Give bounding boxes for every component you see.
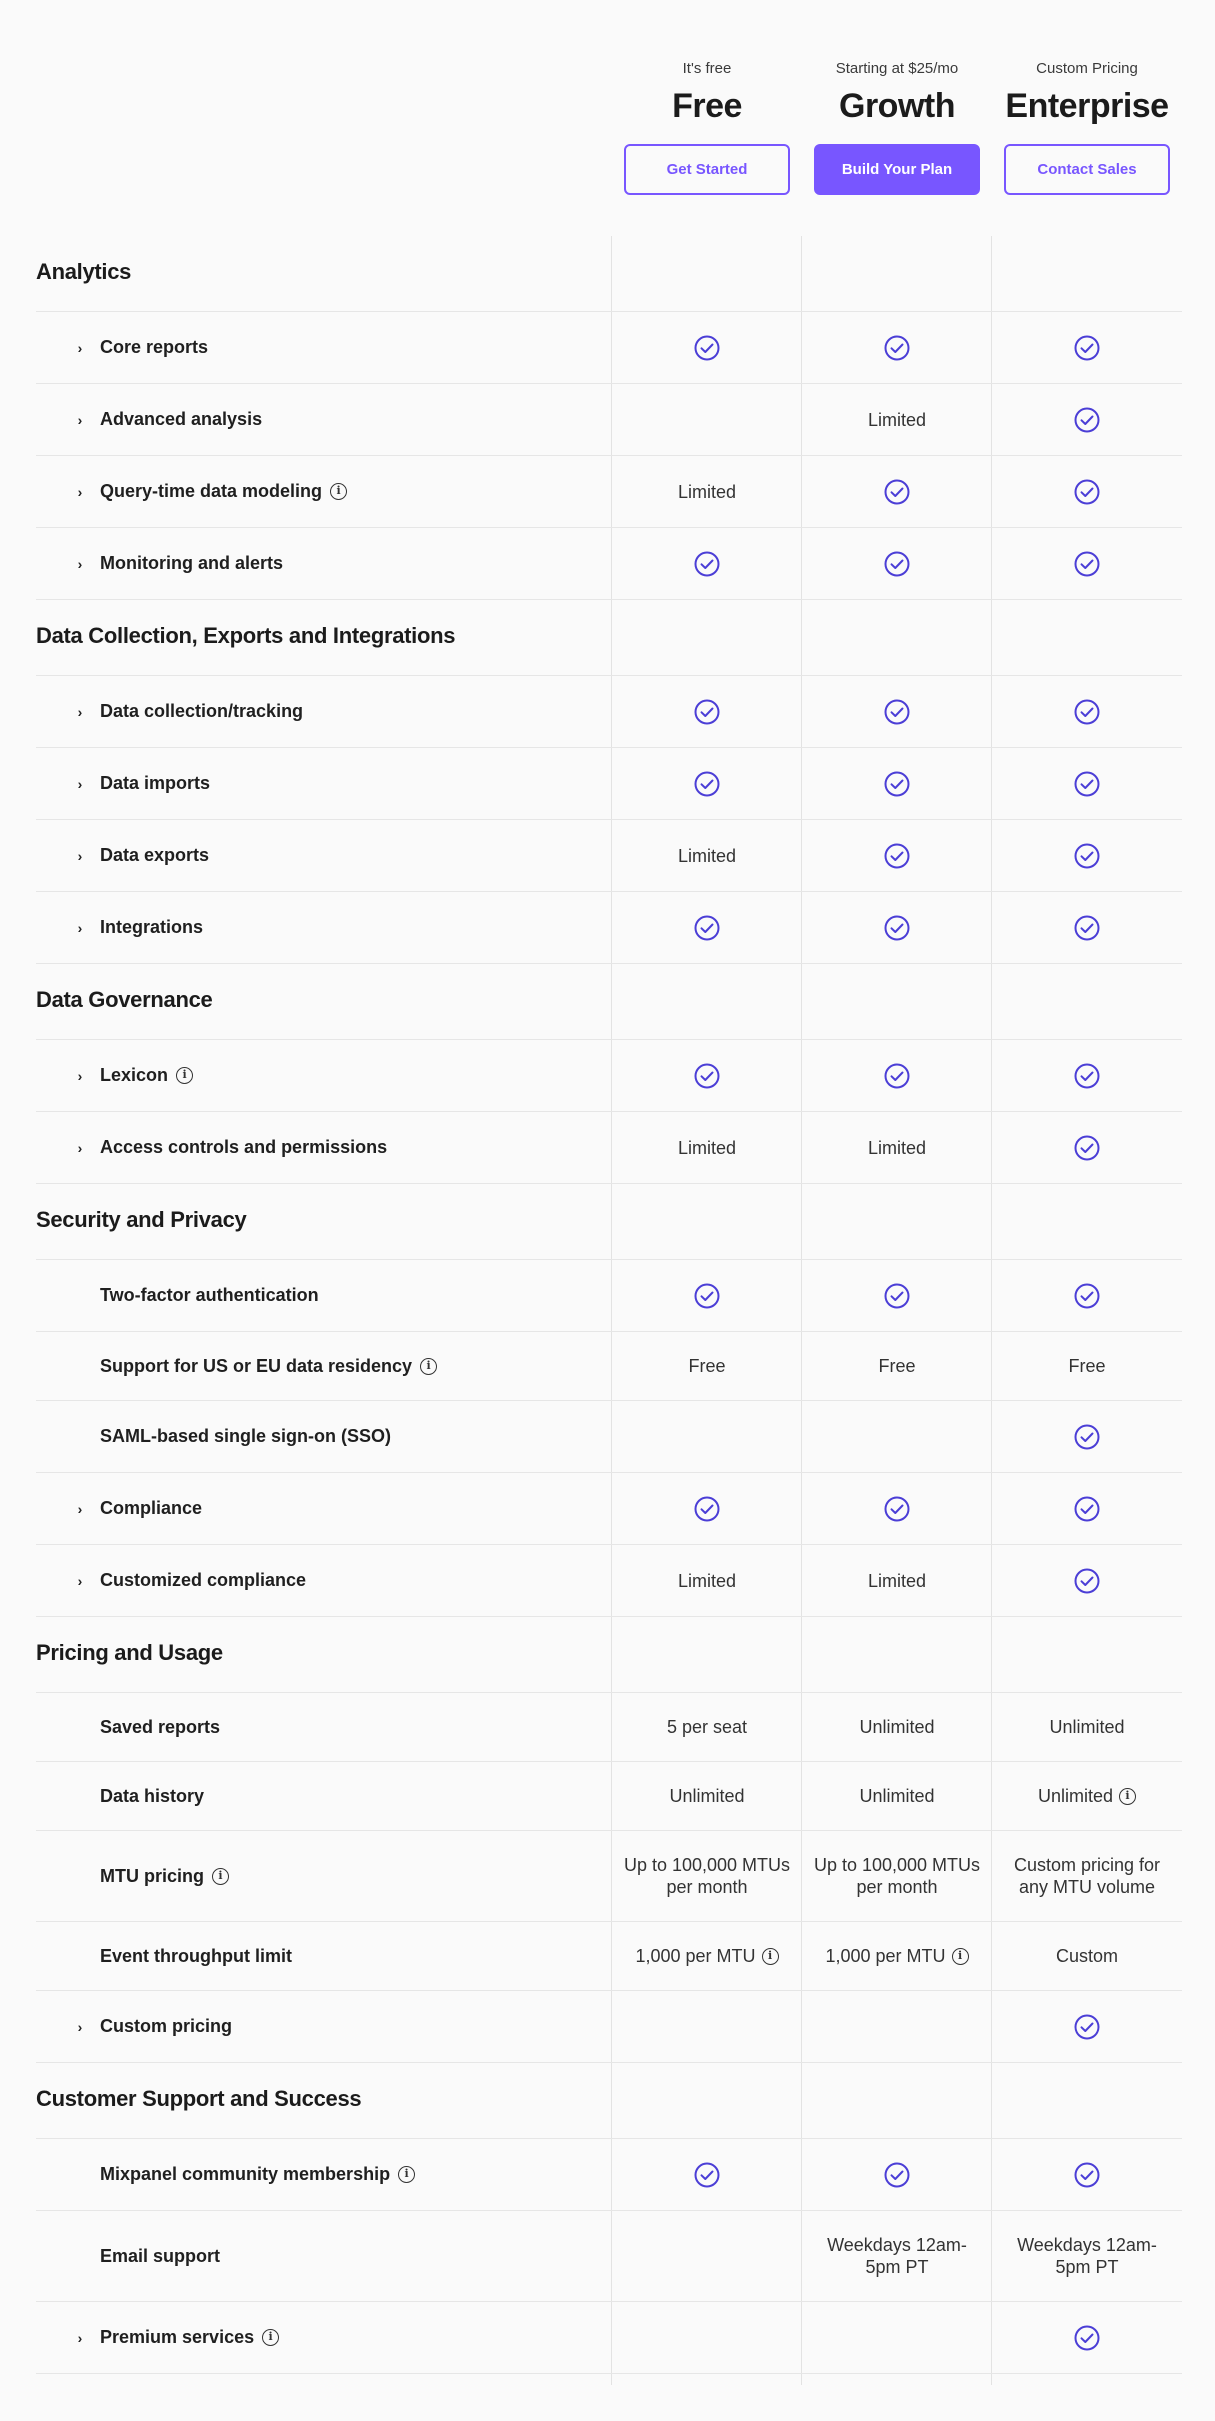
plan-value-cell: [992, 2302, 1182, 2373]
feature-row: [36, 1693, 1182, 1762]
plan-value-cell: [992, 384, 1182, 455]
feature-row: [36, 1332, 1182, 1401]
feature-row[interactable]: [36, 1040, 1182, 1112]
feature-label: [76, 1693, 220, 1761]
plan-value-cell: [992, 676, 1182, 747]
plan-value-cell: [802, 892, 992, 963]
check-icon: [1074, 479, 1100, 505]
plan-value-cell: [612, 1401, 802, 1472]
feature-row[interactable]: [36, 456, 1182, 528]
plan-value-text: Unlimited: [1049, 1717, 1125, 1737]
plan-value-cell: [992, 1473, 1182, 1544]
plan-value-cell: [802, 2139, 992, 2210]
info-icon[interactable]: i: [420, 1358, 437, 1375]
plan-value-cell: [802, 820, 992, 891]
plan-value-cell: [612, 456, 802, 527]
info-icon[interactable]: i: [1119, 1788, 1136, 1805]
feature-row[interactable]: [36, 892, 1182, 964]
plan-value-cell: [802, 1332, 992, 1400]
check-icon: [884, 915, 910, 941]
plan-value-cell: [992, 748, 1182, 819]
feature-row: [36, 1260, 1182, 1332]
feature-label: [76, 1545, 306, 1616]
feature-name: Support for US or EU data residency: [100, 1355, 413, 1376]
plan-value-text: Unlimited: [1037, 1786, 1114, 1806]
feature-label: [76, 1112, 387, 1183]
plan-value-cell: [612, 2139, 802, 2210]
get-started-button[interactable]: Get Started: [624, 144, 790, 195]
feature-label: [76, 748, 210, 819]
chevron-right-icon[interactable]: ›: [77, 555, 83, 572]
chevron-right-icon[interactable]: ›: [77, 2018, 83, 2035]
plan-value-cell: [802, 1112, 992, 1183]
check-icon: [694, 1496, 720, 1522]
plan-subtitle: It's free: [682, 60, 732, 77]
plan-value-text: Limited: [677, 481, 737, 502]
plan-value-cell: [612, 528, 802, 599]
feature-label: [76, 1332, 437, 1400]
feature-label: [76, 384, 262, 455]
section-title: Pricing and Usage: [36, 1640, 223, 1665]
check-icon: [694, 551, 720, 577]
feature-row[interactable]: [36, 312, 1182, 384]
check-icon: [884, 699, 910, 725]
feature-name: Lexicon: [100, 1065, 169, 1085]
feature-label: [76, 456, 347, 527]
plan-value-cell: [612, 748, 802, 819]
plan-value-cell: [802, 1831, 992, 1921]
plan-value-cell: [802, 2302, 992, 2373]
section-title: Data Governance: [36, 987, 213, 1012]
check-icon: [694, 771, 720, 797]
section-header: [36, 1617, 1182, 1693]
feature-row: [36, 1922, 1182, 1991]
plan-value-cell: [612, 1260, 802, 1331]
chevron-right-icon[interactable]: ›: [77, 1500, 83, 1517]
feature-row[interactable]: [36, 1473, 1182, 1545]
plan-name: Free: [672, 87, 742, 125]
plan-value-cell: [992, 1922, 1182, 1990]
check-icon: [1074, 771, 1100, 797]
feature-row: [36, 1831, 1182, 1922]
chevron-right-icon[interactable]: ›: [77, 919, 83, 936]
plan-value-cell: [992, 1762, 1182, 1830]
feature-label: [76, 1260, 319, 1331]
feature-name: Data exports: [100, 845, 210, 865]
check-icon: [1074, 2014, 1100, 2040]
plan-value-cell: [802, 1922, 992, 1990]
feature-name: Access controls and permissions: [100, 1137, 388, 1157]
info-icon[interactable]: i: [212, 1868, 229, 1885]
plan-value-cell: [612, 1040, 802, 1111]
check-icon: [694, 335, 720, 361]
feature-name: SAML-based single sign-on (SSO): [100, 1426, 392, 1446]
plan-value-text: Unlimited: [859, 1786, 935, 1806]
feature-label: [76, 1831, 229, 1921]
feature-label: [76, 2211, 220, 2301]
plan-value-cell: [992, 528, 1182, 599]
section-header: [36, 964, 1182, 1040]
plan-value-cell: [802, 748, 992, 819]
section-header: [36, 236, 1182, 312]
check-icon: [884, 479, 910, 505]
feature-name: Compliance: [100, 1498, 203, 1518]
chevron-right-icon[interactable]: ›: [77, 703, 83, 720]
feature-row[interactable]: [36, 1991, 1182, 2063]
plan-value-text: Unlimited: [669, 1786, 745, 1806]
section-header: [36, 2063, 1182, 2139]
feature-name: Mixpanel community membership: [100, 2164, 391, 2184]
plan-value-cell: [612, 820, 802, 891]
pricing-header: [0, 0, 1215, 236]
plan-value-cell: [612, 1112, 802, 1183]
feature-name: Premium services: [100, 2327, 255, 2347]
plan-value-cell: [802, 676, 992, 747]
plan-value-cell: [612, 676, 802, 747]
plan-value-cell: [992, 1332, 1182, 1400]
feature-name: Saved reports: [100, 1716, 221, 1737]
feature-name: Advanced analysis: [100, 409, 263, 429]
chevron-right-icon[interactable]: ›: [77, 1067, 83, 1084]
check-icon: [1074, 551, 1100, 577]
feature-label: [76, 2139, 415, 2210]
check-icon: [1074, 1135, 1100, 1161]
plan-value-text: Limited: [867, 1137, 927, 1158]
plan-value-text: Limited: [677, 845, 737, 866]
check-icon: [1074, 407, 1100, 433]
plan-value-cell: [992, 2139, 1182, 2210]
check-icon: [1074, 843, 1100, 869]
plan-free: [624, 58, 790, 195]
plan-value-cell: [612, 1762, 802, 1830]
feature-label: [76, 1922, 292, 1990]
plan-value-cell: [612, 1473, 802, 1544]
feature-label: [76, 2302, 279, 2373]
feature-row[interactable]: [36, 2302, 1182, 2374]
plan-value-cell: [802, 456, 992, 527]
section-header: [36, 1184, 1182, 1260]
plan-value-cell: [802, 1040, 992, 1111]
feature-name: Two-factor authentication: [100, 1285, 319, 1305]
check-icon: [884, 2162, 910, 2188]
plan-value-cell: [992, 1112, 1182, 1183]
chevron-right-icon[interactable]: ›: [77, 2329, 83, 2346]
plan-value-cell: [992, 1260, 1182, 1331]
plan-value-cell: [992, 820, 1182, 891]
feature-row[interactable]: [36, 1545, 1182, 1617]
feature-name: Core reports: [100, 337, 209, 357]
plan-value-text: 1,000 per MTU: [825, 1946, 946, 1966]
plan-value-text: 5 per seat: [666, 1717, 748, 1737]
info-icon[interactable]: i: [262, 2329, 279, 2346]
plan-value-cell: [802, 312, 992, 383]
feature-label: [76, 820, 209, 891]
plan-value-cell: [612, 2302, 802, 2373]
plan-value-text: Limited: [867, 409, 927, 430]
feature-comparison-table: [36, 236, 1182, 2374]
check-icon: [1074, 2162, 1100, 2188]
plan-value-text: Free: [1068, 1356, 1106, 1376]
plan-value-cell: [612, 1991, 802, 2062]
plan-name: Growth: [839, 87, 955, 125]
plan-value-text: Unlimited: [859, 1717, 935, 1737]
feature-name: Data imports: [100, 773, 211, 793]
check-icon: [1074, 699, 1100, 725]
check-icon: [1074, 2325, 1100, 2351]
plan-value-text: Weekdays 12am-5pm PT: [1017, 2235, 1157, 2277]
check-icon: [694, 915, 720, 941]
plan-value-cell: [802, 1693, 992, 1761]
plan-value-text: Free: [688, 1356, 726, 1376]
section-title: Customer Support and Success: [36, 2086, 362, 2111]
contact-sales-button[interactable]: Contact Sales: [1004, 144, 1170, 195]
plan-value-text: Weekdays 12am-5pm PT: [827, 2235, 967, 2277]
plan-value-cell: [802, 1260, 992, 1331]
feature-name: Data collection/tracking: [100, 701, 304, 721]
feature-name: Query-time data modeling: [100, 481, 323, 501]
plan-value-cell: [612, 384, 802, 455]
check-icon: [694, 1283, 720, 1309]
check-icon: [884, 771, 910, 797]
plan-value-cell: [992, 1401, 1182, 1472]
plan-value-cell: [612, 892, 802, 963]
check-icon: [1074, 1424, 1100, 1450]
check-icon: [884, 335, 910, 361]
info-icon[interactable]: i: [952, 1948, 969, 1965]
build-your-plan-button[interactable]: Build Your Plan: [814, 144, 980, 195]
feature-row: [36, 1762, 1182, 1831]
feature-row: [36, 2139, 1182, 2211]
feature-row[interactable]: [36, 676, 1182, 748]
check-icon: [694, 699, 720, 725]
plan-value-cell: [612, 1545, 802, 1616]
feature-label: [76, 1991, 232, 2062]
plan-growth: [814, 58, 980, 195]
plan-value-cell: [802, 1762, 992, 1830]
plan-value-cell: [992, 892, 1182, 963]
feature-name: Email support: [100, 2245, 221, 2266]
info-icon[interactable]: i: [176, 1067, 193, 1084]
plan-value-text: Custom: [1055, 1946, 1118, 1966]
feature-label: [76, 676, 303, 747]
chevron-right-icon[interactable]: ›: [77, 775, 83, 792]
feature-label: [76, 1473, 202, 1544]
plan-value-cell: [802, 1991, 992, 2062]
plan-value-cell: [992, 1040, 1182, 1111]
check-icon: [1074, 1283, 1100, 1309]
section-title: Analytics: [36, 259, 132, 284]
plan-value-text: Limited: [867, 1570, 927, 1591]
section-title: Data Collection, Exports and Integrations: [36, 623, 456, 648]
plan-enterprise: [1004, 58, 1170, 195]
feature-label: [76, 1040, 193, 1111]
plan-value-text: Free: [878, 1356, 916, 1376]
section-header: [36, 600, 1182, 676]
chevron-right-icon[interactable]: ›: [77, 411, 83, 428]
plan-value-cell: [992, 1693, 1182, 1761]
check-icon: [1074, 915, 1100, 941]
check-icon: [694, 2162, 720, 2188]
plan-value-cell: [992, 1991, 1182, 2062]
plan-value-cell: [802, 528, 992, 599]
feature-label: [76, 892, 203, 963]
plan-value-cell: [612, 2211, 802, 2301]
info-icon[interactable]: i: [330, 483, 347, 500]
plan-value-cell: [612, 1831, 802, 1921]
plan-value-text: Custom pricing for any MTU volume: [1013, 1855, 1161, 1897]
feature-row: [36, 2211, 1182, 2302]
plan-value-text: 1,000 per MTU: [635, 1946, 756, 1966]
plan-value-cell: [802, 2211, 992, 2301]
feature-row[interactable]: [36, 748, 1182, 820]
info-icon[interactable]: i: [762, 1948, 779, 1965]
feature-row[interactable]: [36, 820, 1182, 892]
plan-value-cell: [992, 1831, 1182, 1921]
check-icon: [884, 843, 910, 869]
check-icon: [1074, 1063, 1100, 1089]
feature-name: Event throughput limit: [100, 1945, 292, 1966]
check-icon: [884, 1496, 910, 1522]
plan-value-cell: [612, 1693, 802, 1761]
plan-value-cell: [612, 1922, 802, 1990]
feature-row: [36, 1401, 1182, 1473]
plan-value-cell: [802, 384, 992, 455]
check-icon: [884, 551, 910, 577]
feature-name: Customized compliance: [100, 1570, 307, 1590]
check-icon: [1074, 1568, 1100, 1594]
plan-value-cell: [612, 312, 802, 383]
plan-value-text: Limited: [677, 1137, 737, 1158]
check-icon: [1074, 1496, 1100, 1522]
feature-row[interactable]: [36, 1112, 1182, 1184]
feature-name: Integrations: [100, 917, 204, 937]
plan-value-cell: [612, 1332, 802, 1400]
plan-value-cell: [802, 1545, 992, 1616]
plan-value-cell: [802, 1401, 992, 1472]
feature-name: MTU pricing: [100, 1865, 204, 1886]
feature-name: Data history: [100, 1785, 205, 1806]
feature-row[interactable]: [36, 528, 1182, 600]
plan-value-text: Up to 100,000 MTUs per month: [813, 1855, 981, 1897]
check-icon: [884, 1283, 910, 1309]
plan-value-cell: [992, 456, 1182, 527]
chevron-right-icon[interactable]: ›: [77, 847, 83, 864]
plan-value-cell: [992, 2211, 1182, 2301]
plan-value-cell: [992, 312, 1182, 383]
feature-name: Monitoring and alerts: [100, 553, 284, 573]
check-icon: [884, 1063, 910, 1089]
section-title: Security and Privacy: [36, 1207, 247, 1232]
plan-value-cell: [802, 1473, 992, 1544]
plan-subtitle: Custom Pricing: [1036, 60, 1138, 77]
feature-label: [76, 528, 283, 599]
feature-label: [76, 1762, 204, 1830]
chevron-right-icon[interactable]: ›: [77, 1572, 83, 1589]
feature-row[interactable]: [36, 384, 1182, 456]
plan-value-text: Up to 100,000 MTUs per month: [623, 1855, 791, 1897]
plan-value-cell: [992, 1545, 1182, 1616]
plan-name: Enterprise: [1005, 87, 1169, 125]
check-icon: [694, 1063, 720, 1089]
feature-label: [76, 1401, 391, 1472]
plan-value-text: Limited: [677, 1570, 737, 1591]
chevron-right-icon[interactable]: ›: [77, 339, 83, 356]
chevron-right-icon[interactable]: ›: [77, 1139, 83, 1156]
feature-label: [76, 312, 208, 383]
chevron-right-icon[interactable]: ›: [77, 483, 83, 500]
feature-name: Custom pricing: [100, 2016, 233, 2036]
check-icon: [1074, 335, 1100, 361]
info-icon[interactable]: i: [398, 2166, 415, 2183]
plan-subtitle: Starting at $25/mo: [835, 60, 959, 77]
